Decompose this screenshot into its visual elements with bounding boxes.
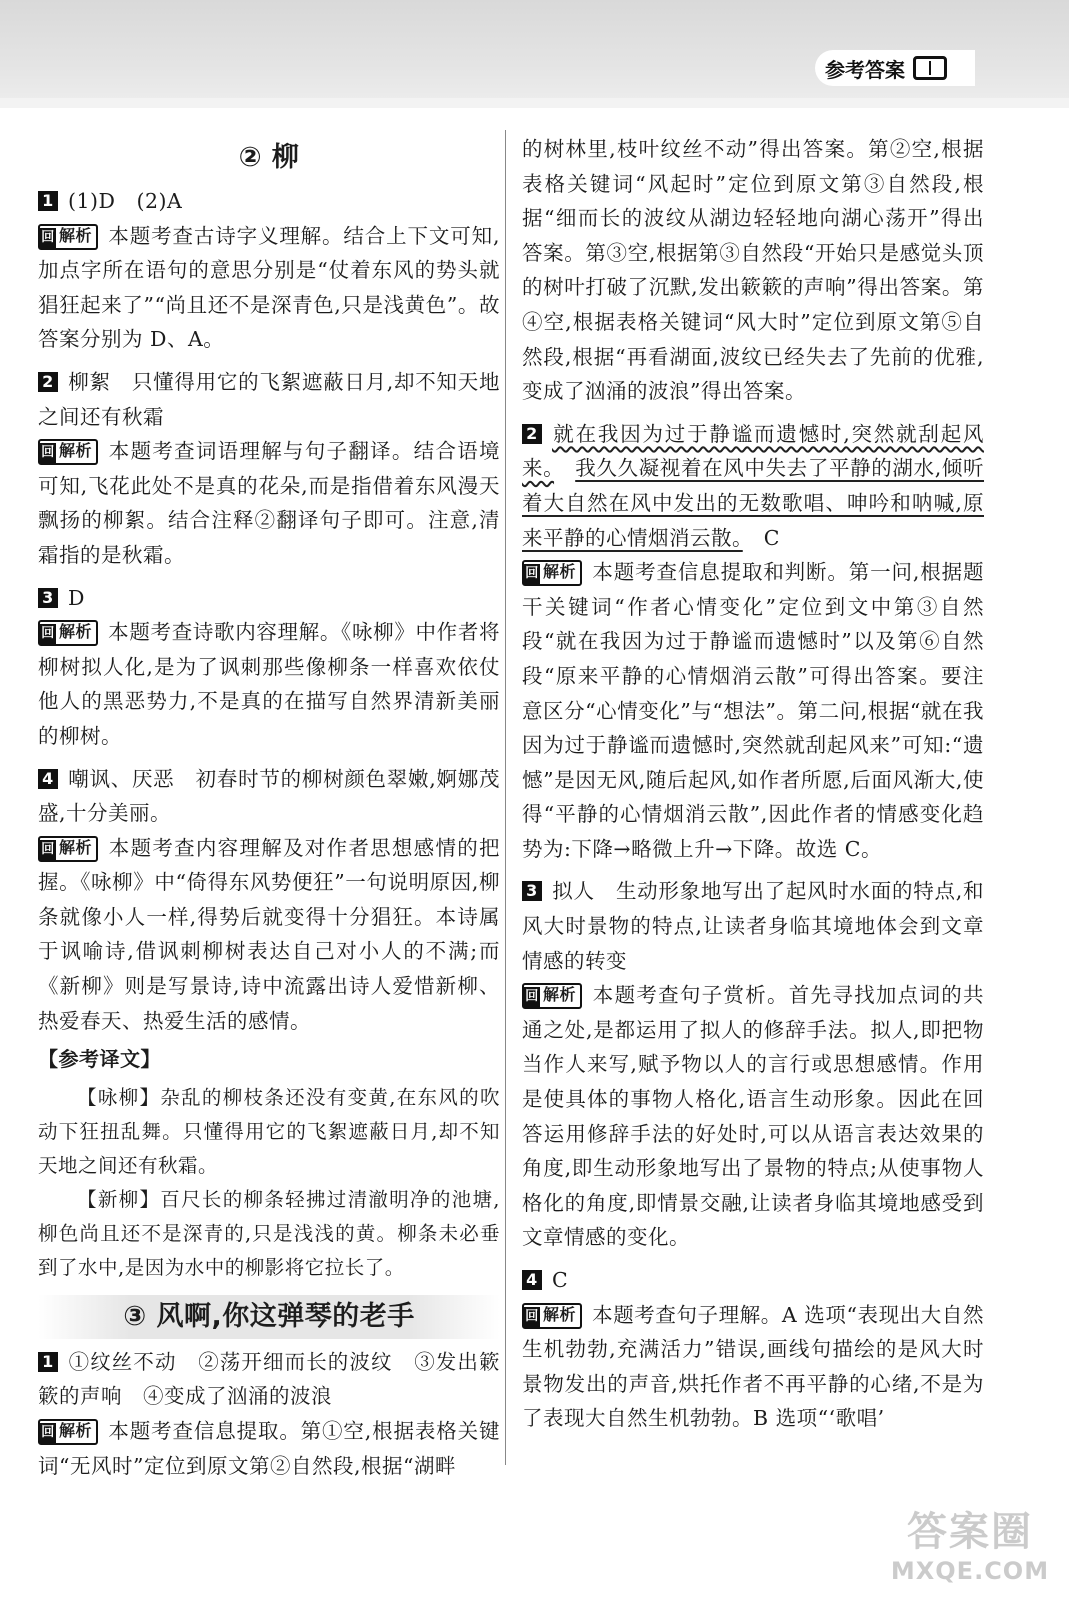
s2-q4-answer [522,1263,984,1298]
wavy-underlined-sentence: 就在我因为过于静谧而遗憾时,突然就刮起风来。 [522,421,984,481]
reference-translation-xinliu: 【新柳】百尺长的柳条轻拂过清澈明净的池塘,柳色尚且还不是深青的,只是浅浅的黄。柳条未必垂到了水中,是因为水中的柳影将它拉长了。 [38,1187,500,1279]
analysis-tag-icon: 回 [40,624,56,644]
q-number: 4 [522,1270,542,1290]
analysis-tag-icon: 回 [524,987,540,1007]
analysis-tag [38,620,98,646]
q1-analysis [38,219,500,357]
q2-analysis [38,434,500,572]
analysis-tag-label: 解析 [59,622,93,642]
section-title-wind: ③ 风啊,你这弹琴的老手 [38,1295,500,1339]
analysis-tag-label: 解析 [543,1304,577,1324]
analysis-text: 本题考查句子赏析。首先寻找加点词的共通之处,是都运用了拟人的修辞手法。拟人,即把物当作人来写,赋予物以人的言行或思想感情。作用是使具体的事物人格化,语言生动形象。因此在回答运用修辞手法的好处时,可以从语言表达效果的角度,即生动形象地写出了景物的特点;从使事物人格化的角度,即情景交融,让读者身临其境地感受到文章情感的变化。 [522,983,984,1250]
analysis-tag [38,836,98,862]
analysis-tag-icon: 回 [524,564,540,584]
analysis-tag-icon: 回 [524,1307,540,1327]
analysis-tag-icon: 回 [40,228,56,248]
right-column [522,132,984,1436]
analysis-tag-label: 解析 [543,985,577,1005]
q1-answer [38,184,500,219]
s2-q2-analysis [522,555,984,866]
watermark-line1: 答案圈 [907,1509,1033,1555]
s2-q3-analysis [522,978,984,1255]
analysis-tag-label: 解析 [59,837,93,857]
answer-text: 嘲讽、厌恶 初春时节的柳树颜色翠嫩,婀娜茂盛,十分美丽。 [38,766,500,826]
analysis-text: 本题考查内容理解及对作者思想感情的把握。《咏柳》中“倚得东风势便狂”一句说明原因,柳条就像小人一样,得势后就变得十分猖狂。本诗属于讽喻诗,借讽刺柳树表达自己对小人的不满;而《新柳》则是写景诗,诗中流露出诗人爱惜新柳、热爱春天、热爱生活的感情。 [38,835,500,1033]
section-title-willow: ② 柳 [238,142,300,173]
q-number: 1 [38,191,58,211]
q-number: 2 [522,424,542,444]
analysis-text: 本题考查信息提取和判断。第一问,根据题干关键词“作者心情变化”定位到文中第③自然段“就在我因为过于静谧而遗憾时”以及第⑥自然段“原来平静的心情烟消云散”可得出答案。要注意区分“心情变化”与“想法”。第二问,根据“就在我因为过于静谧而遗憾时,突然就刮起风来”可知:“遗憾”是因无风,随后起风,如作者所愿,后面风渐大,使得“平静的心情烟消云散”,因此作者的情感变化趋势为:下降→略微上升→下降。故选 C。 [522,560,984,861]
answer-text: 柳絮 只懂得用它的飞絮遮蔽日月,却不知天地之间还有秋霜 [38,369,500,429]
s2-q1-answer [38,1345,500,1414]
answer-text: D [68,585,85,610]
q-number: 2 [38,372,58,392]
answer-letter: C [763,525,780,550]
q4-answer [38,762,500,831]
header-answer-tab [815,50,975,86]
analysis-tag-icon: 回 [40,840,56,860]
analysis-tag [38,1419,98,1445]
q-number: 3 [522,881,542,901]
analysis-tag-label: 解析 [59,1421,93,1441]
analysis-tag [522,1303,582,1329]
answer-text: 拟人 生动形象地写出了起风时水面的特点,和风大时景物的特点,让读者身临其境地体会到文章情感的转变 [522,879,984,973]
column-divider [505,130,506,1465]
analysis-text: 本题考查词语理解与句子翻译。结合语境可知,飞花此处不是真的花朵,而是指借着东风漫天飘扬的柳絮。结合注释②翻译句子即可。注意,清霜指的是秋霜。 [38,439,500,567]
left-column [38,132,500,1483]
s2-q1-analysis [38,1414,500,1483]
s2-q2-answer [522,417,984,555]
reference-translation-heading: 【参考译文】 [38,1047,161,1072]
analysis-tag [38,224,98,250]
q4-analysis [38,831,500,1039]
q2-answer [38,365,500,434]
q3-analysis [38,615,500,753]
q3-answer [38,581,500,616]
analysis-text: 本题考查句子理解。A 选项“表现出大自然生机勃勃,充满活力”错误,画线句描绘的是风大时景物发出的声音,烘托作者不再平静的心绪,不是为了表现大自然生机勃勃。B 选项“‘歌唱’ [522,1302,984,1431]
analysis-tag-label: 解析 [59,225,93,245]
underlined-sentence: 我久久凝视着在风中失去了平静的湖水,倾听着大自然在风中发出的无数歌唱、呻吟和呐喊,原来平静的心情烟消云散。 [522,456,985,550]
analysis-tag [38,439,98,465]
analysis-text: 本题考查信息提取。第①空,根据表格关键词“无风时”定位到原文第②自然段,根据“湖畔 [38,1419,500,1478]
analysis-tag-icon: 回 [40,443,56,463]
s2-q1-analysis-continued: 的树林里,枝叶纹丝不动”得出答案。第②空,根据表格关键词“风起时”定位到原文第③自然段,根据“细而长的波纹从湖边轻轻地向湖心荡开”得出答案。第③空,根据第③自然段“开始只是感觉头顶的树叶打破了沉默,发出簌簌的声响”得出答案。第④空,根据表格关键词“风大时”定位到原文第⑤自然段,根据“再看湖面,波纹已经失去了先前的优雅,变成了汹涌的波浪”得出答案。 [522,137,984,404]
analysis-tag-icon: 回 [40,1423,56,1443]
q-number: 3 [38,588,58,608]
book-icon [913,56,947,80]
analysis-text: 本题考查诗歌内容理解。《咏柳》中作者将柳树拟人化,是为了讽刺那些像柳条一样喜欢依仗他人的黑恶势力,不是真的在描写自然界清新美丽的柳树。 [38,620,500,748]
analysis-tag [522,983,582,1009]
watermark-line2: MXQE.COM [890,1557,1050,1585]
answer-text: ①纹丝不动 ②荡开细而长的波纹 ③发出簌簌的声响 ④变成了汹涌的波浪 [38,1349,500,1409]
q-number: 1 [38,1352,58,1372]
analysis-text: 本题考查古诗字义理解。结合上下文可知,加点字所在语句的意思分别是“仗着东风的势头就猖狂起来了”“尚且还不是深青色,只是浅黄色”。故答案分别为 D、A。 [38,223,500,352]
analysis-tag-label: 解析 [59,441,93,461]
answer-text: (1)D (2)A [68,189,183,213]
reference-translation-yongliu: 【咏柳】杂乱的柳枝条还没有变黄,在东风的吹动下狂扭乱舞。只懂得用它的飞絮遮蔽日月,却不知天地之间还有秋霜。 [38,1085,500,1177]
header-label-text: 参考答案 [825,57,905,82]
analysis-tag-label: 解析 [543,562,577,582]
site-watermark [885,1500,1055,1595]
s2-q4-analysis [522,1298,984,1436]
answer-text: C [552,1268,569,1292]
q-number: 4 [38,769,58,789]
analysis-tag [522,560,582,586]
s2-q3-answer [522,874,984,978]
